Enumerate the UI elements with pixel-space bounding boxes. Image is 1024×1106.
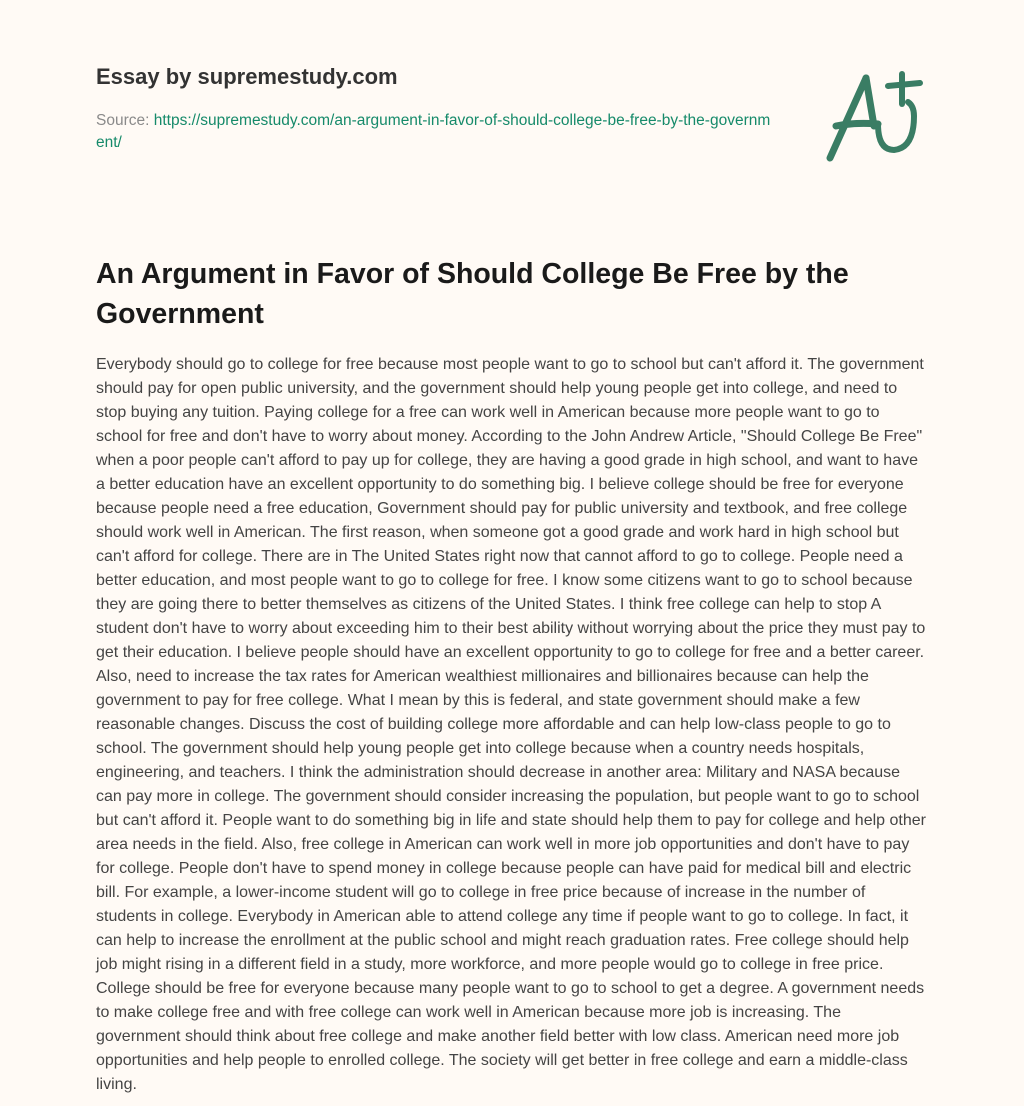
source-line bbox=[96, 110, 776, 154]
page-header bbox=[96, 62, 776, 154]
source-link[interactable]: https://supremestudy.com/an-argument-in-favor-of-should-college-be-free-by-the-government/ bbox=[96, 112, 771, 151]
source-label: Source: bbox=[96, 112, 154, 129]
site-title: Essay by supremestudy.com bbox=[96, 64, 398, 89]
essay-title: An Argument in Favor of Should College Be Free by the Government bbox=[96, 258, 849, 330]
a-plus-grade-icon bbox=[822, 66, 928, 166]
essay-body: Everybody should go to college for free because most people want to go to school but can't afford it. The government should pay for open public university, and the government should help young people get into college, and need to stop buying any tuition. Paying college for a free can work well in American because more people want to go to school for free and don't have to worry about money. According to the John Andrew Article, "Should College Be Free" when a poor people can't afford to pay up for college, they are having a good grade in high school, and want to have a better education have an excellent opportunity to do something big. I believe college should be free for everyone because people need a free education, Government should pay for public university and textbook, and free college should work well in American. The first reason, when someone got a good grade and work hard in high school but can't afford for college. There are in The United States right now that cannot afford to go to college. People need a better education, and most people want to go to college for free. I know some citizens want to go to school because they are going there to better themselves as citizens of the United States. I think free college can help to stop A student don't have to worry about exceeding him to their best ability without worrying about the price they must pay to get their education. I believe people should have an excellent opportunity to go to college for free and a better career. Also, need to increase the tax rates for American wealthiest millionaires and billionaires because can help the government to pay for free college. What I mean by this is federal, and state government should make a few reasonable changes. Discuss the cost of building college more affordable and can help low-class people to go to school. The government should help young people get into college because when a country needs hospitals, engineering, and teachers. I think the administration should decrease in another area: Military and NASA because can pay more in college. The government should consider increasing the population, but people want to go to school but can't afford it. People want to do something big in life and state should help them to pay for college and help other area needs in the field. Also, free college in American can work well in more job opportunities and don't have to pay for college. People don't have to spend money in college because people can have paid for medical bill and electric bill. For example, a lower-income student will go to college in free price because of increase in the number of students in college. Everybody in American able to attend college any time if people want to go to college. In fact, it can help to increase the enrollment at the public school and might reach graduation rates. Free college should help job might rising in a different field in a study, more workforce, and more people would go to college in free price. College should be free for everyone because many people want to go to school to get a degree. A government needs to make college free and with free college can work well in American because more job is increasing. The government should think about free college and make another field better with low class. American need more job opportunities and help people to enrolled college. The society will get better in free college and earn a middle-class living. bbox=[96, 356, 926, 1093]
